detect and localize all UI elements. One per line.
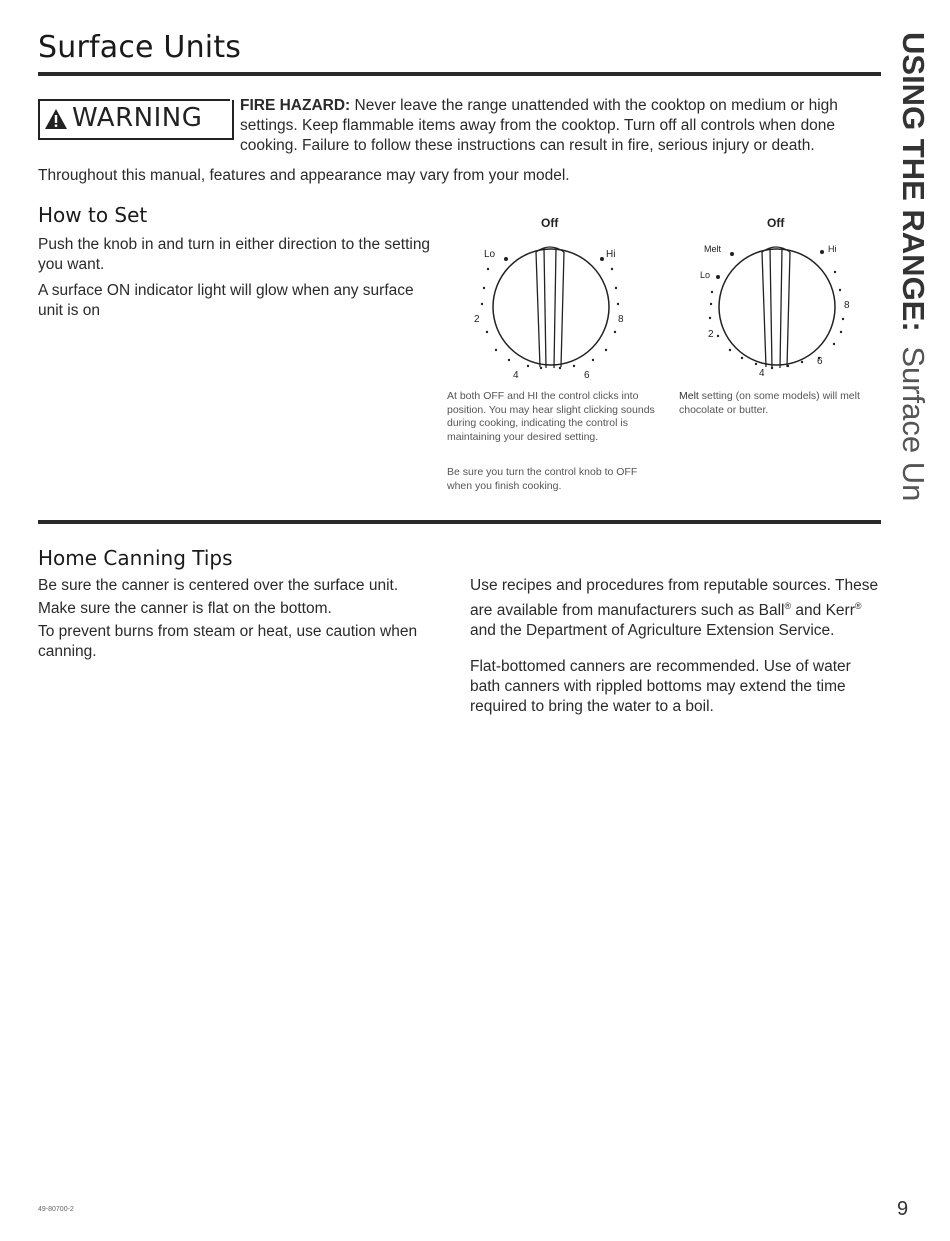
canning-left-2: Make sure the canner is flat on the bottom. bbox=[38, 600, 332, 617]
warning-label: WARNING bbox=[72, 103, 203, 133]
canning-right-1b: and Kerr bbox=[791, 602, 855, 620]
side-tab-bold: USING THE RANGE: bbox=[896, 32, 931, 332]
side-tab bbox=[893, 32, 941, 502]
side-tab-light: Surface Units bbox=[896, 346, 931, 502]
canning-left-1: Be sure the canner is centered over the surface unit. bbox=[38, 577, 399, 594]
knob1-caption-2: Be sure you turn the control knob to OFF when you finish cooking. bbox=[447, 466, 638, 492]
knob2-8-label: 8 bbox=[844, 300, 850, 311]
knob2-off-label: Off bbox=[767, 216, 785, 230]
warning-lead: FIRE HAZARD: bbox=[240, 97, 351, 114]
registered-mark-2: ® bbox=[854, 601, 862, 611]
intro-text: Throughout this manual, features and appearance may vary from your model. bbox=[38, 167, 570, 184]
title-rule bbox=[38, 72, 881, 76]
knob1-8-label: 8 bbox=[618, 314, 624, 325]
canning-right-1a: Use recipes and procedures from reputable sources. These are available from manufacturers such as Ball bbox=[470, 577, 879, 620]
knob1-lo-label: Lo bbox=[484, 249, 496, 260]
knob1-hi-label: Hi bbox=[606, 249, 616, 260]
knob2-hi-label: Hi bbox=[828, 244, 837, 254]
doc-code: 49-80700-2 bbox=[38, 1206, 74, 1213]
canning-left-3: To prevent burns from steam or heat, use caution when canning. bbox=[38, 623, 418, 660]
knob2-2-label: 2 bbox=[708, 329, 714, 340]
svg-text:USING THE RANGE: Surface bbox=[896, 32, 931, 502]
knob2-caption bbox=[679, 390, 879, 417]
knob1-2-label: 2 bbox=[474, 314, 480, 325]
knob1-caption-1: At both OFF and HI the control clicks into position. You may hear slight clicking sounds during cooking, indicating the control is maintaining your desired setting. bbox=[447, 390, 655, 443]
canning-heading: Home Canning Tips bbox=[38, 546, 233, 570]
how-to-set-heading: How to Set bbox=[38, 203, 148, 227]
knob2-4-label: 4 bbox=[759, 368, 765, 379]
warning-text: Never leave the range unattended with the cooktop on medium or high settings. Keep flammable items away from the cooktop. Turn off all controls when done cooking. Failure to follow these instructions can result in fire, serious injury or death. bbox=[240, 97, 838, 154]
canning-right-2: Flat-bottomed canners are recommended. Use of water bath canners with rippled bottoms may extend the time required to bring the water to a boil. bbox=[470, 658, 851, 715]
section-rule bbox=[38, 520, 881, 524]
knob-diagram-melt bbox=[692, 212, 862, 382]
page-number: 9 bbox=[897, 1198, 909, 1220]
knob2-caption-text: setting (on some models) will melt chocolate or butter. bbox=[679, 390, 860, 416]
knob2-melt-label: Melt bbox=[704, 244, 722, 254]
knob2-caption-lead: Melt bbox=[679, 390, 699, 402]
canning-right-1 bbox=[470, 576, 880, 641]
warning-message bbox=[240, 96, 880, 156]
canning-right-1c: and the Department of Agriculture Extension Service. bbox=[470, 622, 835, 640]
knob2-lo-label: Lo bbox=[700, 270, 711, 280]
page-title: Surface Units bbox=[38, 30, 242, 65]
knob1-6-label: 6 bbox=[584, 370, 590, 381]
how-to-set-p1: Push the knob in and turn in either direction to the setting you want. bbox=[38, 236, 431, 273]
how-to-set-p2: A surface ON indicator light will glow when any surface unit is on bbox=[38, 282, 414, 319]
knob1-off-label: Off bbox=[541, 216, 559, 230]
knob-diagram-standard bbox=[466, 212, 636, 382]
warning-triangle-icon bbox=[44, 108, 68, 130]
knob2-6-label: 6 bbox=[817, 356, 823, 367]
knob1-4-label: 4 bbox=[513, 370, 519, 381]
registered-mark-1: ® bbox=[784, 601, 792, 611]
